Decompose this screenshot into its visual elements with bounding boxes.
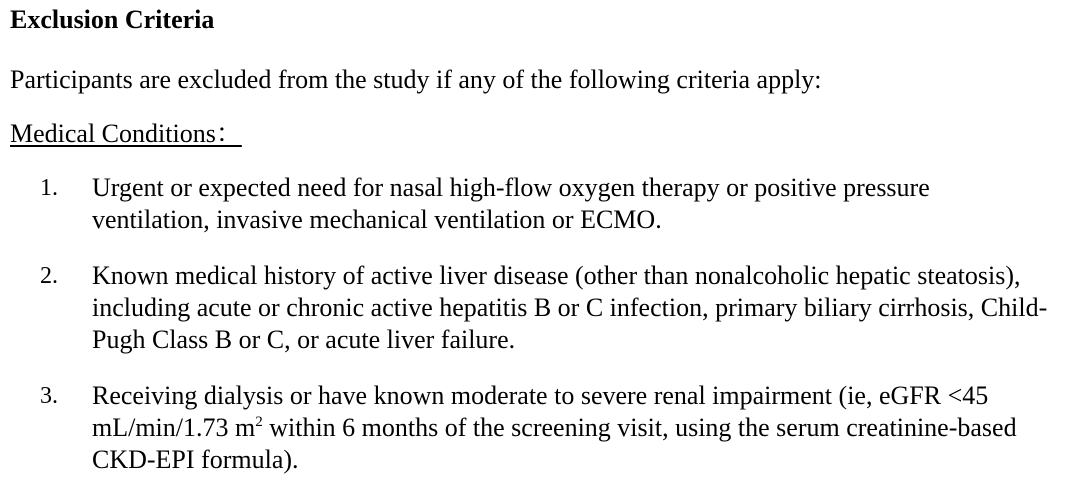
medical-conditions-subheading: Medical Conditions： (10, 119, 242, 148)
criterion-item-2 (0, 260, 1080, 356)
section-heading: Exclusion Criteria (10, 5, 215, 34)
criterion-number: 3. (40, 383, 58, 409)
criterion-text: Urgent or expected need for nasal high-flow oxygen therapy or positive pressure ventilation, invasive mechanical ventilation or ECMO. (92, 173, 930, 234)
criterion-text-before: Receiving dialysis or have known moderate to severe renal impairment (ie, eGFR <45 mL/min/1.73 m (92, 381, 989, 442)
criterion-item-1 (0, 172, 1080, 236)
exclusion-criteria-list (0, 172, 1080, 500)
criterion-text: Known medical history of active liver disease (other than nonalcoholic hepatic steatosis), including acute or chronic active hepatitis B or C infection, primary biliary cirrhosis, Child-Pugh Class B or C, or acute liver failure. (92, 261, 1048, 354)
criterion-item-3 (0, 380, 1080, 476)
superscript-exponent: 2 (255, 414, 263, 430)
criterion-text (92, 380, 1050, 476)
criterion-number: 1. (40, 175, 58, 201)
criterion-number: 2. (40, 263, 58, 289)
criterion-text-after: within 6 months of the screening visit, using the serum creatinine-based CKD-EPI formula). (92, 413, 1017, 474)
intro-paragraph: Participants are excluded from the study if any of the following criteria apply: (10, 65, 822, 94)
